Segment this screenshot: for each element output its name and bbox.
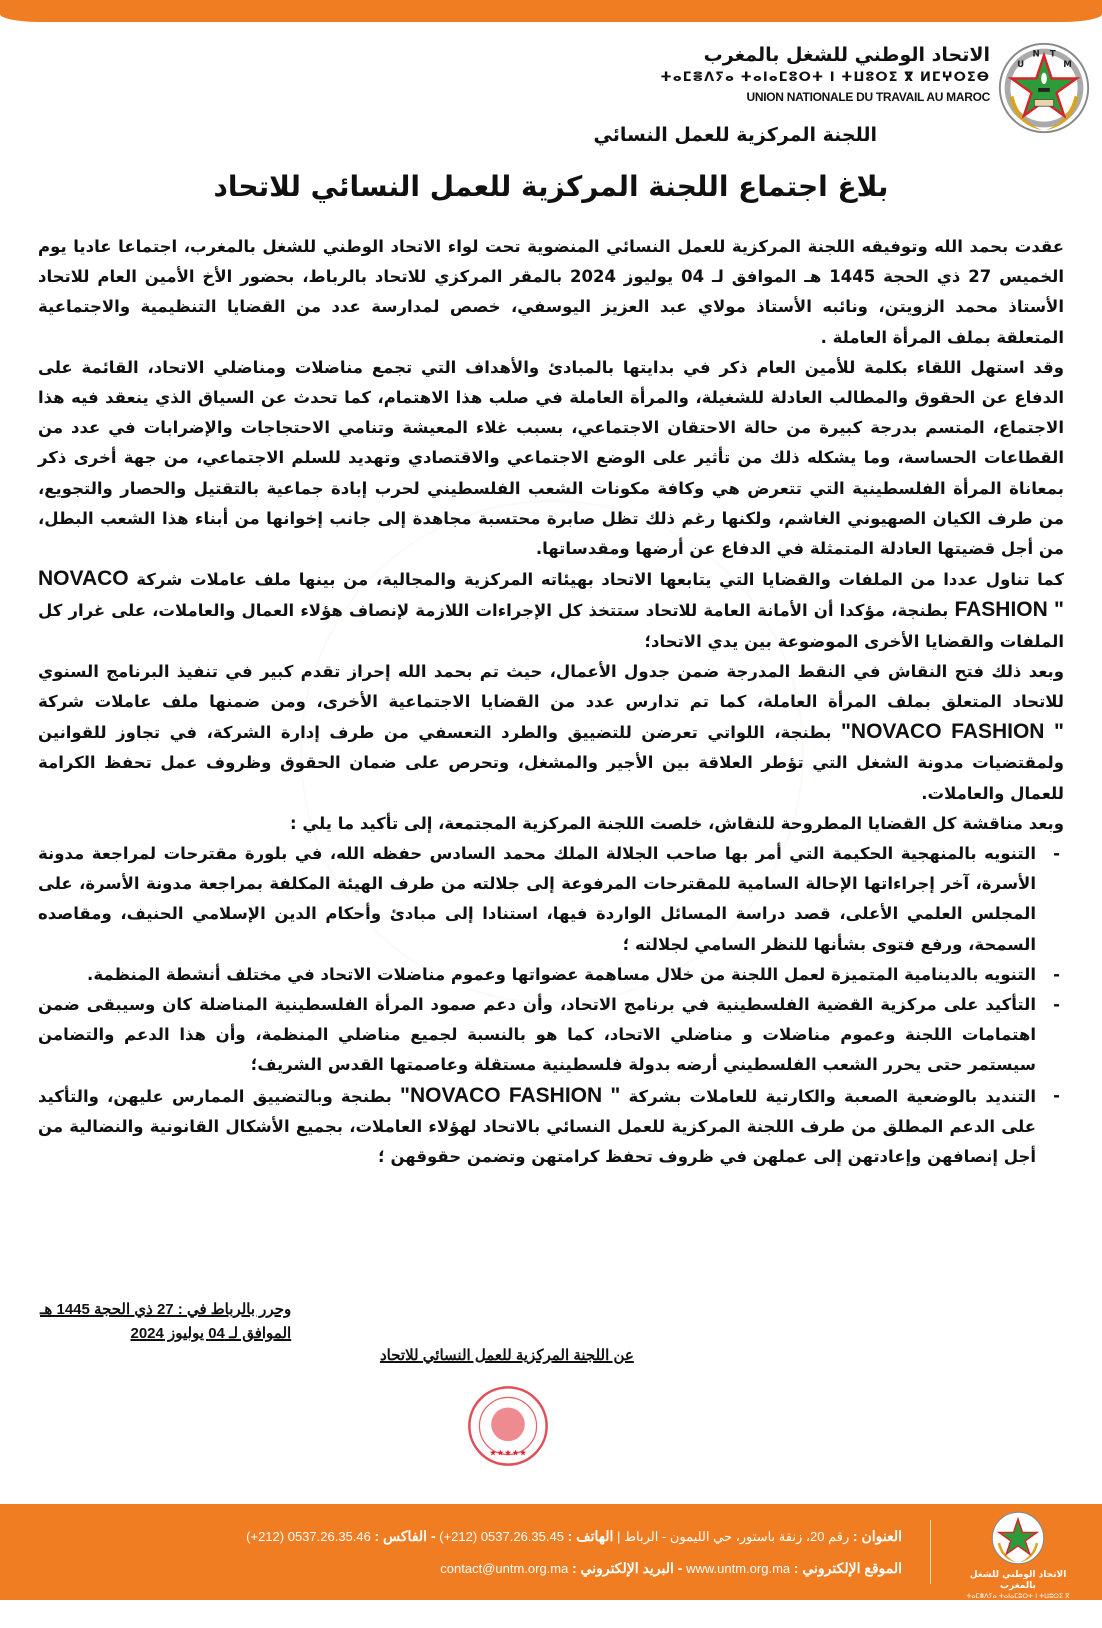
date-hijri: وحرر بالرباط في : 27 ذي الحجة 1445 هـ (40, 1301, 292, 1318)
footer-divider (930, 1520, 931, 1584)
list-item: - التنديد بالوضعية الصعبة والكارتية للعاملات بشركة "NOVACO FASHION " بطنجة وبالتضييق الممارس عليهن، والتأكيد على الدعم المطلق من طرف اللجنة المركزية للعمل النسائي بالاتحاد لهؤلاء العاملات، بجميع الأشكال القانونية والنضالية من أجل إنصافهن وإعادتهن إلى عملهن في ظروف تحفظ كرامتهن وتضمن حقوقهن ؛ (38, 1081, 1036, 1173)
svg-text:U: U (1017, 59, 1025, 70)
footer-contact-line: العنوان : رقم 20، زنقة باستور، حي الليمون - الرباط | الهاتف : 0537.26.35.45 (212+) - الفاكس : 0537.26.35.46 (212+) (246, 1528, 902, 1544)
signature-date (40, 1298, 291, 1346)
paragraph-intro: عقدت بحمد الله وتوفيقه اللجنة المركزية للعمل النسائي المنضوية تحت لواء الاتحاد الوطني للشغل بالمغرب، اجتماعا عاديا يوم الخميس 27 ذي الحجة 1445 هـ الموافق لـ 04 يوليوز 2024 بالمقر المركزي للاتحاد بالرباط، بحضور الأخ الأمين العام للاتحاد الأستاذ محمد الزويتن، ونائبه الأستاذ مولاي عبد العزيز اليوسفي، خصص لمدارسة عدد من القضايا التنظيمية والاجتماعية المتعلقة بملف المرأة العاملة . (38, 237, 1064, 347)
top-orange-bar (0, 0, 1102, 22)
official-stamp-icon (466, 1384, 550, 1468)
phone-number: 0537.26.35.45 (212+) (439, 1529, 564, 1544)
list-item: - التنويه بالمنهجية الحكيمة التي أمر بها صاحب الجلالة الملك محمد السادس حفظه الله، في بلورة مقترحات لمراجعة مدونة الأسرة، آخر إجراءاتها الإحالة السامية للمقترحات المرفوعة إلى جلالته من طرف الهيئة المكلفة بمراجعة مدونة الأسرة، على المجلس العلمي الأعلى، قصد دراسة المسائل الواردة فيها، استنادا إلى مبادئ وأحكام الدين الإسلامي الحنيف، ومقاصده السمحة، ورفع فتوى بشأنها للنظر السامي لجلالته ؛ (38, 839, 1036, 960)
paragraph-discussion: وبعد ذلك فتح النقاش في النقط المدرجة ضمن جدول الأعمال، حيث تم بحمد الله إحراز تقدم كبير في تنفيذ البرنامج السنوي للاتحاد المتعلق بملف المرأة العاملة، كما تم تدارس عدد من القضايا الاجتماعية الأخرى، ومن ضمنها ملف عاملات شركة "NOVACO FASHION " بطنجة، اللواتي تعرضن للتضييق والطرد التعسفي من طرف إدارة الشركة، في تجاوز للقوانين ولمقتضيات مدونة الشغل التي تؤطر العلاقة بين الأجير والمشغل، وتحرص على ضمان الحقوق وظروف عمل تحفظ الكرامة للعمال والعاملات. (38, 661, 1064, 803)
fax-number: 0537.26.35.46 (212+) (246, 1529, 371, 1544)
footer (0, 1504, 1102, 1627)
org-name-arabic: الاتحاد الوطني للشغل بالمغرب (703, 44, 990, 66)
document-title: بلاغ اجتماع اللجنة المركزية للعمل النسائي للاتحاد (213, 170, 889, 203)
company-name: NOVACO FASHION " (38, 567, 1064, 622)
svg-text:N: N (1032, 49, 1040, 60)
date-gregorian: الموافق لـ 04 يوليوز 2024 (130, 1325, 292, 1342)
list-item: - التأكيد على مركزية القضية الفلسطينية في برنامج الاتحاد، وأن دعم صمود المرأة الفلسطينية المناضلة كان وسيبقى ضمن اهتمامات اللجنة وعموم مناضلات و مناضلي الاتحاد، كما هو بالنسبة لجميع مناضلي المنظمة، وأن هذا الدعم والتضامن سيستمر حتى يحرر الشعب الفلسطيني أرضه بدولة فلسطينية مستقلة وعاصمتها القدس الشريف؛ (38, 990, 1036, 1081)
email-link[interactable]: contact@untm.org.ma (440, 1561, 569, 1576)
website-link[interactable]: www.untm.org.ma (686, 1561, 791, 1576)
list-item: - التنويه بالدينامية المتميزة لعمل اللجنة من خلال مساهمة عضواتها وعموم مناضلات الاتحاد في مختلف أنشطة المنظمة. (38, 960, 1036, 990)
conclusion-intro: وبعد مناقشة كل القضايا المطروحة للنقاش، خلصت اللجنة المركزية المجتمعة، إلى تأكيد ما يلي : (290, 813, 1064, 833)
address: رقم 20، زنقة باستور، حي الليمون - الرباط (624, 1529, 850, 1544)
paragraph-files: كما تناول عددا من الملفات والقضايا التي يتابعها الاتحاد بهيئاته المركزية والمجالية، من بينها ملف عاملات شركة NOVACO FASHION " بطنجة، مؤكدا أن الأمانة العامة للاتحاد ستتخذ كل الإجراءات اللازمة لإنصاف هؤلاء العمال والعاملات، على غرار كل الملفات والقضايا الأخرى الموضوعة بين يدي الاتحاد؛ (38, 567, 1064, 651)
letterhead (0, 30, 1102, 160)
company-name: "NOVACO FASHION " (400, 1083, 621, 1107)
svg-text:★★★★★: ★★★★★ (489, 1447, 527, 1458)
document-body (38, 232, 1064, 1172)
footer-logo: الاتحاد الوطني للشغل بالمغرب ⵜⴰⵎⴻⴷⵢⴰ ⵜⴰⵏⴰⵎⵓⵔⵜ ⵏ ⵜⵡⵓⵔⵉ ⴳ ⵍⵎⵖⵔⵉⴱ UNION NATIONALE DU TRAVAIL AU MAROC (958, 1510, 1078, 1628)
conclusions-list (38, 839, 1064, 1172)
committee-name: اللجنة المركزية للعمل النسائي (593, 124, 877, 146)
footer-web-line: الموقع الإلكتروني : www.untm.org.ma - البريد الإلكتروني : contact@untm.org.ma (440, 1560, 902, 1576)
company-name: "NOVACO FASHION " (840, 720, 1064, 744)
paragraph-opening-speech: وقد استهل اللقاء بكلمة للأمين العام ذكر في بدايتها بالمبادئ والأهداف التي تجمع مناضلات ومناضلي الاتحاد، القائمة على الدفاع عن الحقوق والمطالب العادلة للشغيلة، والمرأة العاملة في صلب هذا الاهتمام، كما تحدث عن السياق الذي ينعقد فيه هذا الاجتماع، المتسم بدرجة كبيرة من حالة الاحتقان الاجتماعي، بسبب غلاء المعيشة وتنامي الاحتجاجات والإضرابات في عدد من القطاعات الحساسة، وما يشكله ذلك من تأثير على الوضع الاجتماعي والاقتصادي وتهديد للسلم الاجتماعي، من جهة أخرى ذكر بمعاناة المرأة الفلسطينية التي تتعرض هي وكافة مكونات الشعب الفلسطيني لحرب إبادة جماعية بالتقتيل والحصار والتجويع، من طرف الكيان الصهيوني الغاشم، ولكنها رغم ذلك تظل صابرة محتسبة مجاهدة إلى جانب إخوانها من أبناء هذا الشعب البطل، من أجل قضيتها العادلة المتمثلة في الدفاع عن أرضها ومقدساتها. (38, 357, 1064, 559)
org-name-french: UNION NATIONALE DU TRAVAIL AU MAROC (746, 90, 990, 104)
untm-logo-icon (990, 1510, 1046, 1566)
svg-text:M: M (1063, 59, 1072, 70)
svg-text:T: T (1049, 49, 1056, 60)
signatory: عن اللجنة المركزية للعمل النسائي للاتحاد (380, 1347, 634, 1364)
untm-logo-icon (996, 40, 1092, 136)
org-name-tifinagh: ⵜⴰⵎⴻⴷⵢⴰ ⵜⴰⵏⴰⵎⵓⵔⵜ ⵏ ⵜⵡⵓⵔⵉ ⴳ ⵍⵎⵖⵔⵉⴱ (660, 70, 990, 85)
